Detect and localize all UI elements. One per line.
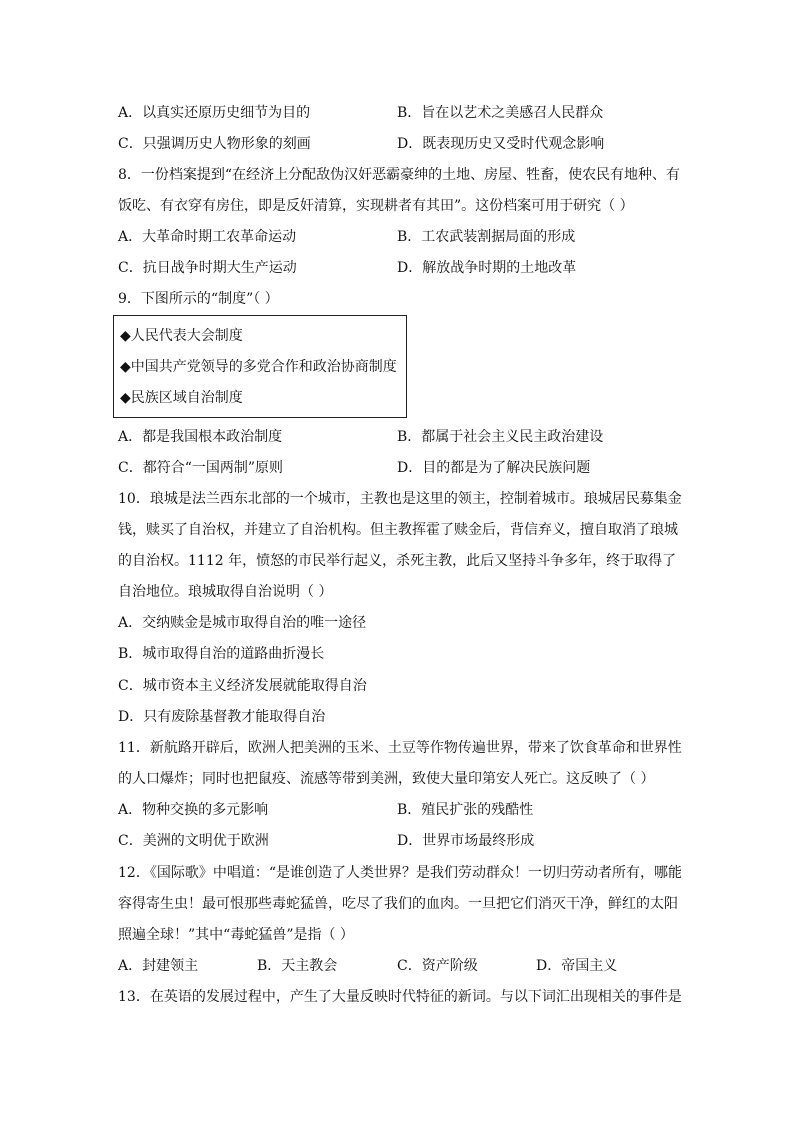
q9-box-item: ◆中国共产党领导的多党合作和政治协商制度 bbox=[120, 359, 397, 375]
q8-option-b: B．工农武装割据局面的形成 bbox=[397, 229, 576, 245]
q7-option-c: C．只强调历史人物形象的刻画 bbox=[118, 136, 311, 152]
q12-option-b: B．天主教会 bbox=[257, 958, 338, 974]
q9-option-d: D．目的都是为了解决民族问题 bbox=[397, 460, 591, 476]
q10-stem-line-3: 的自治权。1112 年，愤怒的市民举行起义，杀死主教，此后又坚持斗争多年，终于取得了 bbox=[118, 553, 677, 569]
q7-option-a: A．以真实还原历史细节为目的 bbox=[118, 105, 311, 121]
q10-option-c: C．城市资本主义经济发展就能取得自治 bbox=[118, 678, 367, 694]
q7-option-d: D．既表现历史又受时代观念影响 bbox=[397, 136, 605, 152]
q12-stem-line-3: 照遍全球！”其中“毒蛇猛兽”是指（ ） bbox=[118, 927, 354, 943]
q11-option-a: A．物种交换的多元影响 bbox=[118, 802, 269, 818]
q9-option-a: A．都是我国根本政治制度 bbox=[118, 429, 283, 445]
q9-stem: 9．下图所示的“制度”（ ） bbox=[118, 291, 279, 307]
q10-option-d: D．只有废除基督教才能取得自治 bbox=[118, 709, 326, 725]
q13-stem-line-1: 13．在英语的发展过程中，产生了大量反映时代特征的新词。与以下词汇出现相关的事件是 bbox=[118, 989, 682, 1005]
q11-option-c: C．美洲的文明优于欧洲 bbox=[118, 833, 269, 849]
q11-stem-line-2: 的人口爆炸；同时也把鼠疫、流感等带到美洲，致使大量印第安人死亡。这反映了（ ） bbox=[118, 771, 655, 787]
q9-institution-box bbox=[113, 315, 407, 418]
q8-stem-line-2: 饭吃、有衣穿有房住，即是反奸清算，实现耕者有其田”。这份档案可用于研究（ ） bbox=[118, 198, 634, 214]
q8-stem-line-1: 8．一份档案提到“在经济上分配敌伪汉奸恶霸豪绅的土地、房屋、牲畜，使农民有地种、有 bbox=[118, 167, 681, 183]
q7-option-b: B．旨在以艺术之美感召人民群众 bbox=[397, 105, 604, 121]
q8-option-a: A．大革命时期工农革命运动 bbox=[118, 229, 297, 245]
q9-box-item: ◆人民代表大会制度 bbox=[120, 328, 243, 344]
q11-stem-line-1: 11．新航路开辟后，欧洲人把美洲的玉米、土豆等作物传遍世界，带来了饮食革命和世界性 bbox=[118, 740, 682, 756]
q8-option-c: C．抗日战争时期大生产运动 bbox=[118, 260, 297, 276]
q12-option-a: A．封建领主 bbox=[118, 958, 199, 974]
q11-option-d: D．世界市场最终形成 bbox=[397, 833, 535, 849]
q8-option-d: D．解放战争时期的土地改革 bbox=[397, 260, 577, 276]
q10-stem-line-4: 自治地位。琅城取得自治说明（ ） bbox=[118, 584, 333, 600]
q12-stem-line-2: 容得寄生虫！最可恨那些毒蛇猛兽，吃尽了我们的血肉。一旦把它们消灭干净，鲜红的太阳 bbox=[118, 896, 678, 912]
q9-option-b: B．都属于社会主义民主政治建设 bbox=[397, 429, 604, 445]
q9-option-c: C．都符合“一国两制”原则 bbox=[118, 460, 284, 476]
q10-stem-line-1: 10．琅城是法兰西东北部的一个城市，主教也是这里的领主，控制着城市。琅城居民募集金 bbox=[118, 491, 682, 507]
q12-option-d: D．帝国主义 bbox=[536, 958, 618, 974]
q10-option-b: B．城市取得自治的道路曲折漫长 bbox=[118, 646, 325, 662]
q9-box-item: ◆民族区域自治制度 bbox=[120, 390, 243, 406]
q12-stem-line-1: 12．《国际歌》中唱道：“是谁创造了人类世界？是我们劳动群众！一切归劳动者所有，哪能 bbox=[118, 865, 682, 881]
q10-stem-line-2: 钱，赎买了自治权，并建立了自治机构。但主教挥霍了赎金后，背信弃义，擅自取消了琅城 bbox=[118, 522, 678, 538]
q12-option-c: C．资产阶级 bbox=[397, 958, 478, 974]
q10-option-a: A．交纳赎金是城市取得自治的唯一途径 bbox=[118, 615, 367, 631]
q11-option-b: B．殖民扩张的残酷性 bbox=[397, 802, 534, 818]
